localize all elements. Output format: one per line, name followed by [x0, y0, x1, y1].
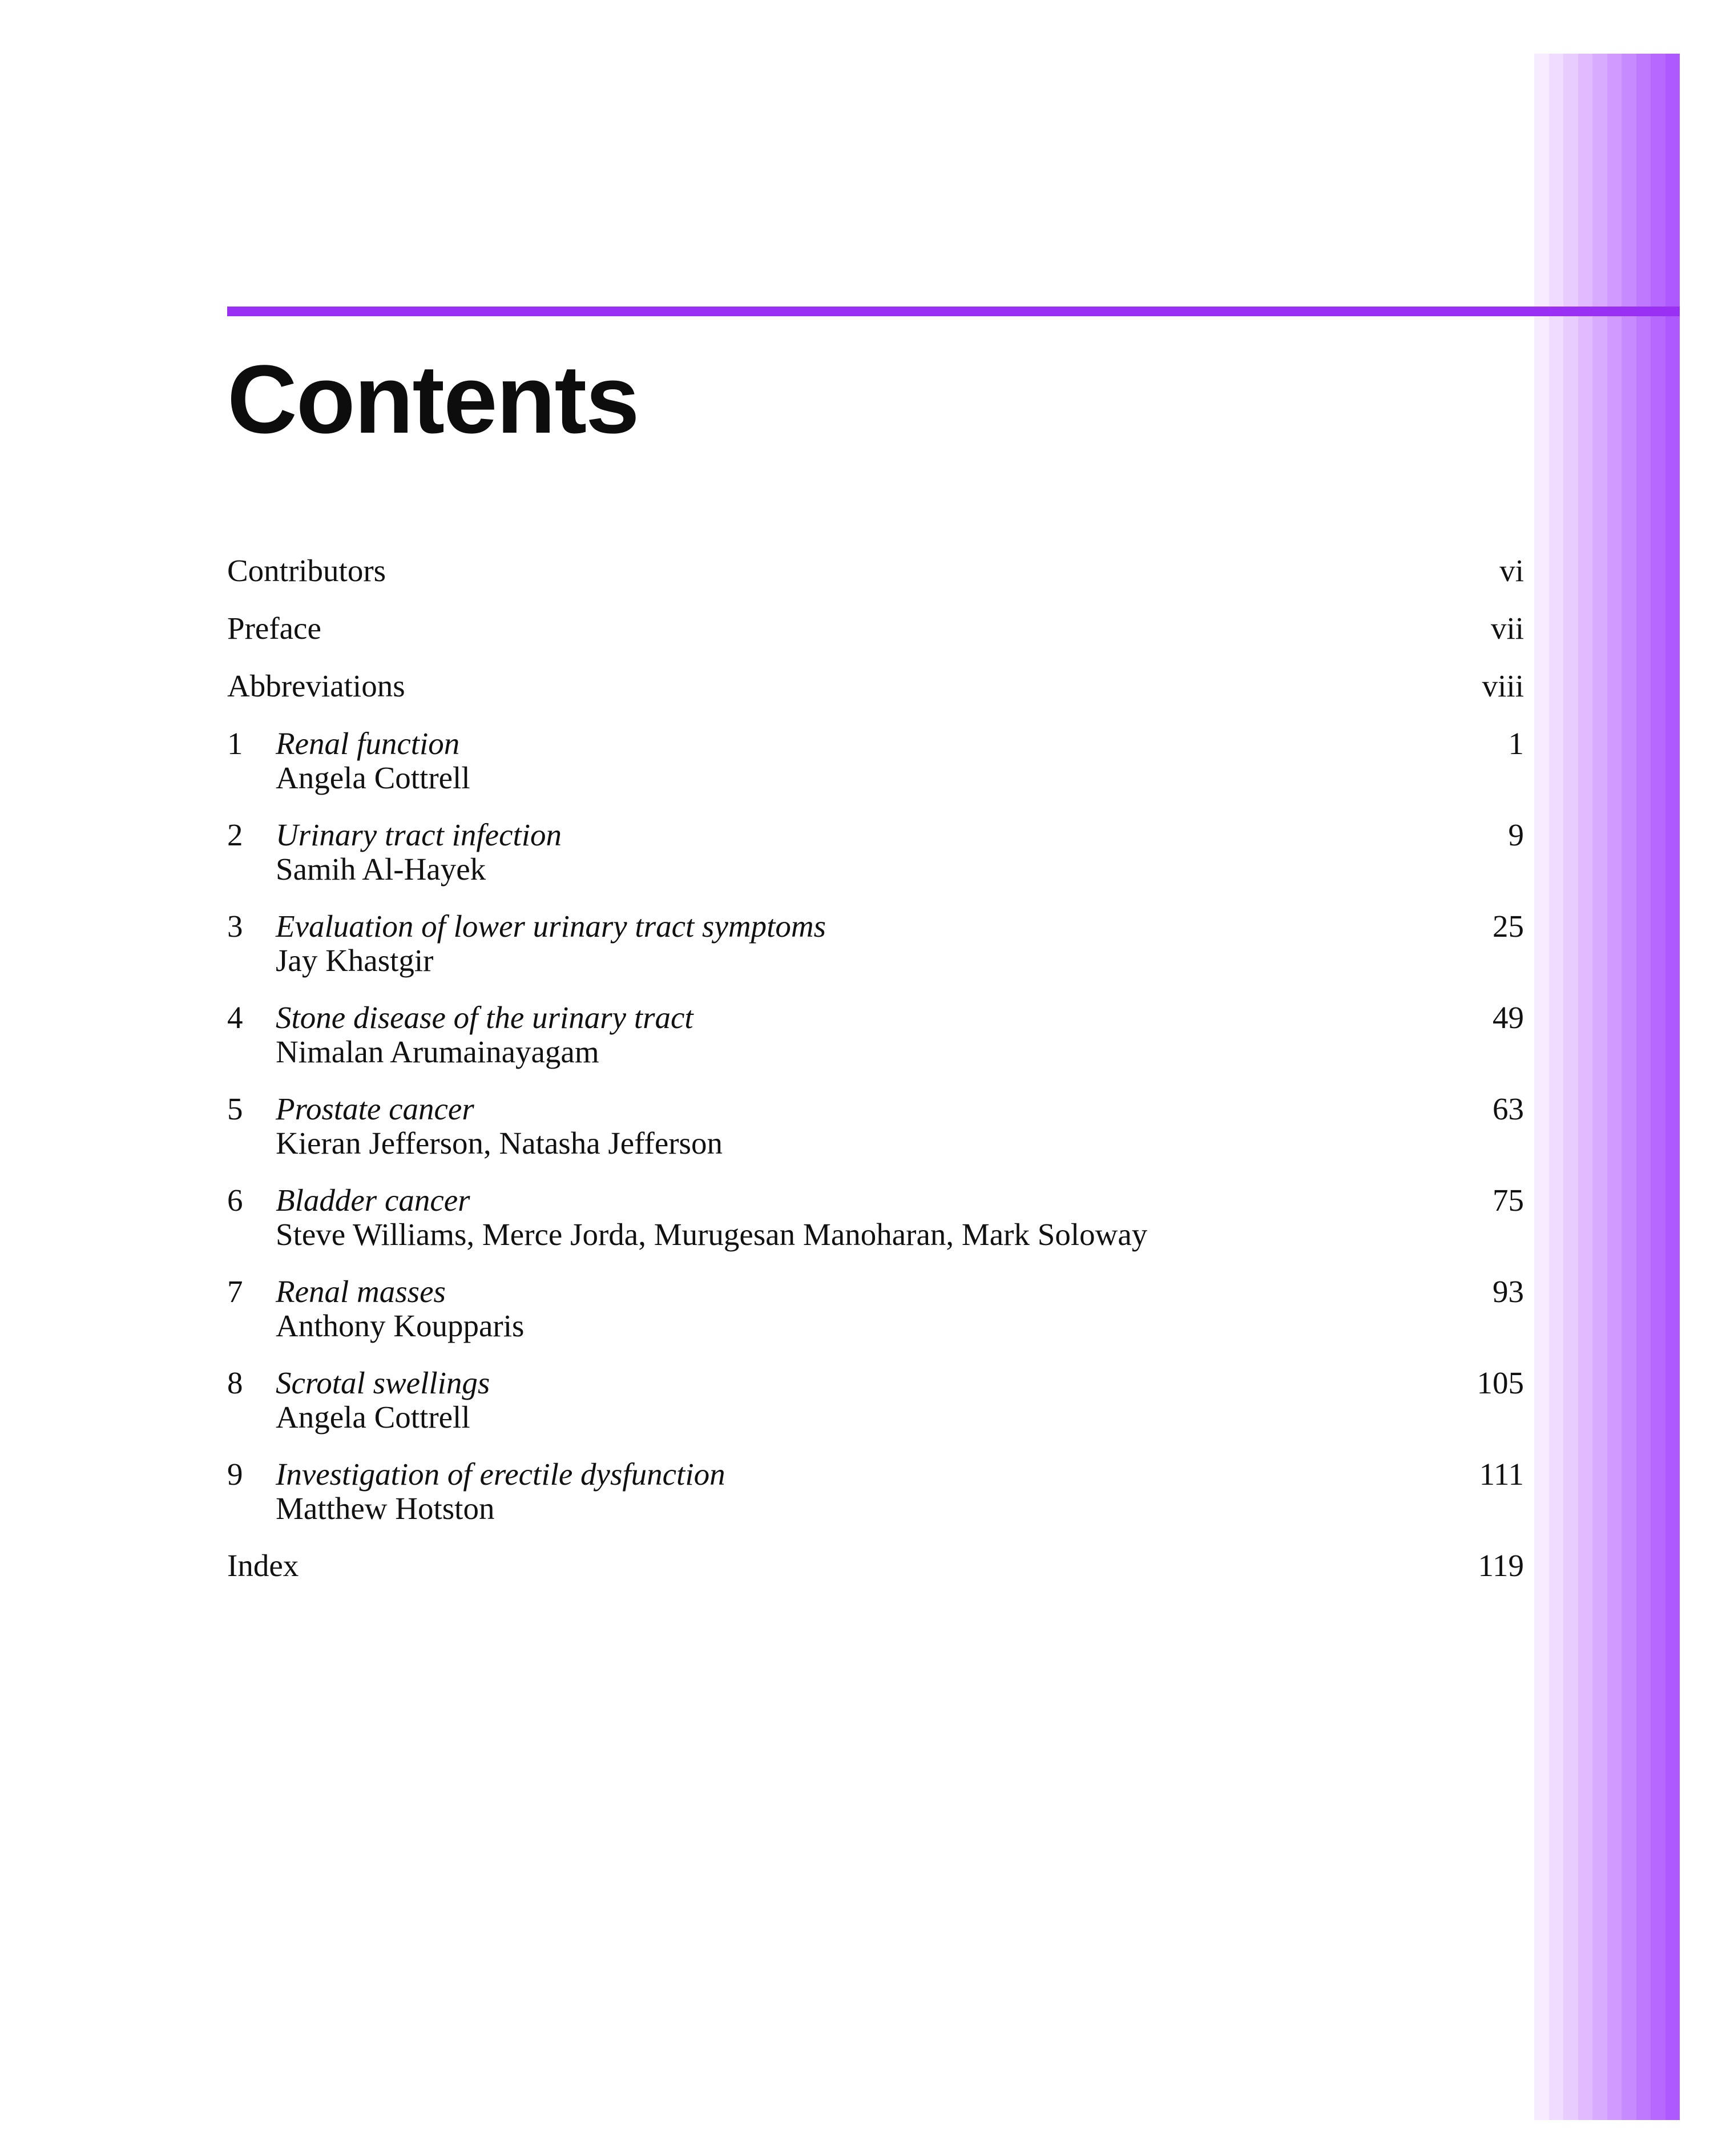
band-stripe — [1563, 54, 1578, 2120]
toc-chapter-5[interactable] — [227, 1089, 1524, 1163]
chapter-authors: Angela Cottrell — [276, 1400, 470, 1434]
band-stripe — [1592, 54, 1607, 2120]
toc-chapter-1[interactable] — [227, 724, 1524, 798]
chapter-number: 5 — [227, 1091, 243, 1126]
toc-entry-label: Contributors — [227, 553, 386, 588]
chapter-number: 1 — [227, 726, 243, 761]
chapter-title: Bladder cancer — [276, 1183, 470, 1218]
toc-chapter-3[interactable] — [227, 906, 1524, 981]
chapter-title: Stone disease of the urinary tract — [276, 1000, 693, 1035]
toc-page-number: viii — [1482, 668, 1524, 703]
toc-chapter-2[interactable] — [227, 815, 1524, 889]
band-stripe — [1578, 54, 1593, 2120]
chapter-number: 8 — [227, 1365, 243, 1400]
chapter-title: Renal masses — [276, 1274, 446, 1309]
band-stripe — [1534, 54, 1549, 2120]
toc-page-number: vi — [1499, 553, 1524, 588]
chapter-title: Renal function — [276, 726, 460, 761]
toc-page-number: 93 — [1493, 1274, 1524, 1309]
page-title: Contents — [227, 345, 639, 454]
chapter-authors: Angela Cottrell — [276, 760, 470, 795]
chapter-number: 6 — [227, 1183, 243, 1218]
header-rule — [227, 307, 1680, 316]
toc-entry-abbreviations[interactable] — [227, 666, 1524, 706]
chapter-title: Evaluation of lower urinary tract symptoms — [276, 909, 826, 944]
toc-page-number: vii — [1490, 611, 1524, 646]
toc-chapter-8[interactable] — [227, 1363, 1524, 1437]
toc-entry-label: Abbreviations — [227, 668, 405, 703]
chapter-title: Urinary tract infection — [276, 817, 562, 852]
chapter-authors: Samih Al-Hayek — [276, 852, 486, 886]
toc-page-number: 105 — [1477, 1365, 1524, 1400]
chapter-number: 2 — [227, 817, 243, 852]
chapter-authors: Jay Khastgir — [276, 943, 434, 978]
toc-page-number: 25 — [1493, 909, 1524, 944]
toc-page-number: 119 — [1478, 1548, 1524, 1583]
toc-page-number: 111 — [1479, 1457, 1524, 1492]
toc-entry-label: Index — [227, 1548, 299, 1583]
chapter-number: 9 — [227, 1457, 243, 1492]
chapter-title: Scrotal swellings — [276, 1365, 490, 1400]
toc-entry-index[interactable] — [227, 1546, 1524, 1586]
toc-page-number: 63 — [1493, 1091, 1524, 1126]
toc-page-number: 1 — [1508, 726, 1524, 761]
band-stripe — [1651, 54, 1665, 2120]
chapter-number: 3 — [227, 909, 243, 944]
band-stripe — [1665, 54, 1680, 2120]
chapter-title: Investigation of erectile dysfunction — [276, 1457, 725, 1492]
chapter-authors: Steve Williams, Merce Jorda, Murugesan Manoharan, Mark Soloway — [276, 1217, 1148, 1252]
chapter-number: 7 — [227, 1274, 243, 1309]
toc-page-number: 75 — [1493, 1183, 1524, 1218]
toc-entry-label: Preface — [227, 611, 321, 646]
band-stripe — [1549, 54, 1564, 2120]
band-stripe — [1607, 54, 1622, 2120]
chapter-authors: Anthony Koupparis — [276, 1308, 525, 1343]
table-of-contents — [227, 551, 1524, 1586]
chapter-authors: Kieran Jefferson, Natasha Jefferson — [276, 1126, 723, 1160]
chapter-authors: Nimalan Arumainayagam — [276, 1034, 599, 1069]
band-stripe — [1636, 54, 1651, 2120]
toc-chapter-7[interactable] — [227, 1272, 1524, 1346]
toc-chapter-6[interactable] — [227, 1180, 1524, 1255]
toc-entry-contributors[interactable] — [227, 551, 1524, 591]
toc-page-number: 49 — [1493, 1000, 1524, 1035]
toc-chapter-9[interactable] — [227, 1454, 1524, 1529]
chapter-authors: Matthew Hotston — [276, 1491, 495, 1526]
toc-page-number: 9 — [1508, 817, 1524, 852]
chapter-title: Prostate cancer — [276, 1091, 474, 1126]
toc-entry-preface[interactable] — [227, 608, 1524, 648]
band-stripe — [1622, 54, 1636, 2120]
toc-chapter-4[interactable] — [227, 998, 1524, 1072]
decorative-gradient-band — [1534, 54, 1680, 2120]
chapter-number: 4 — [227, 1000, 243, 1035]
